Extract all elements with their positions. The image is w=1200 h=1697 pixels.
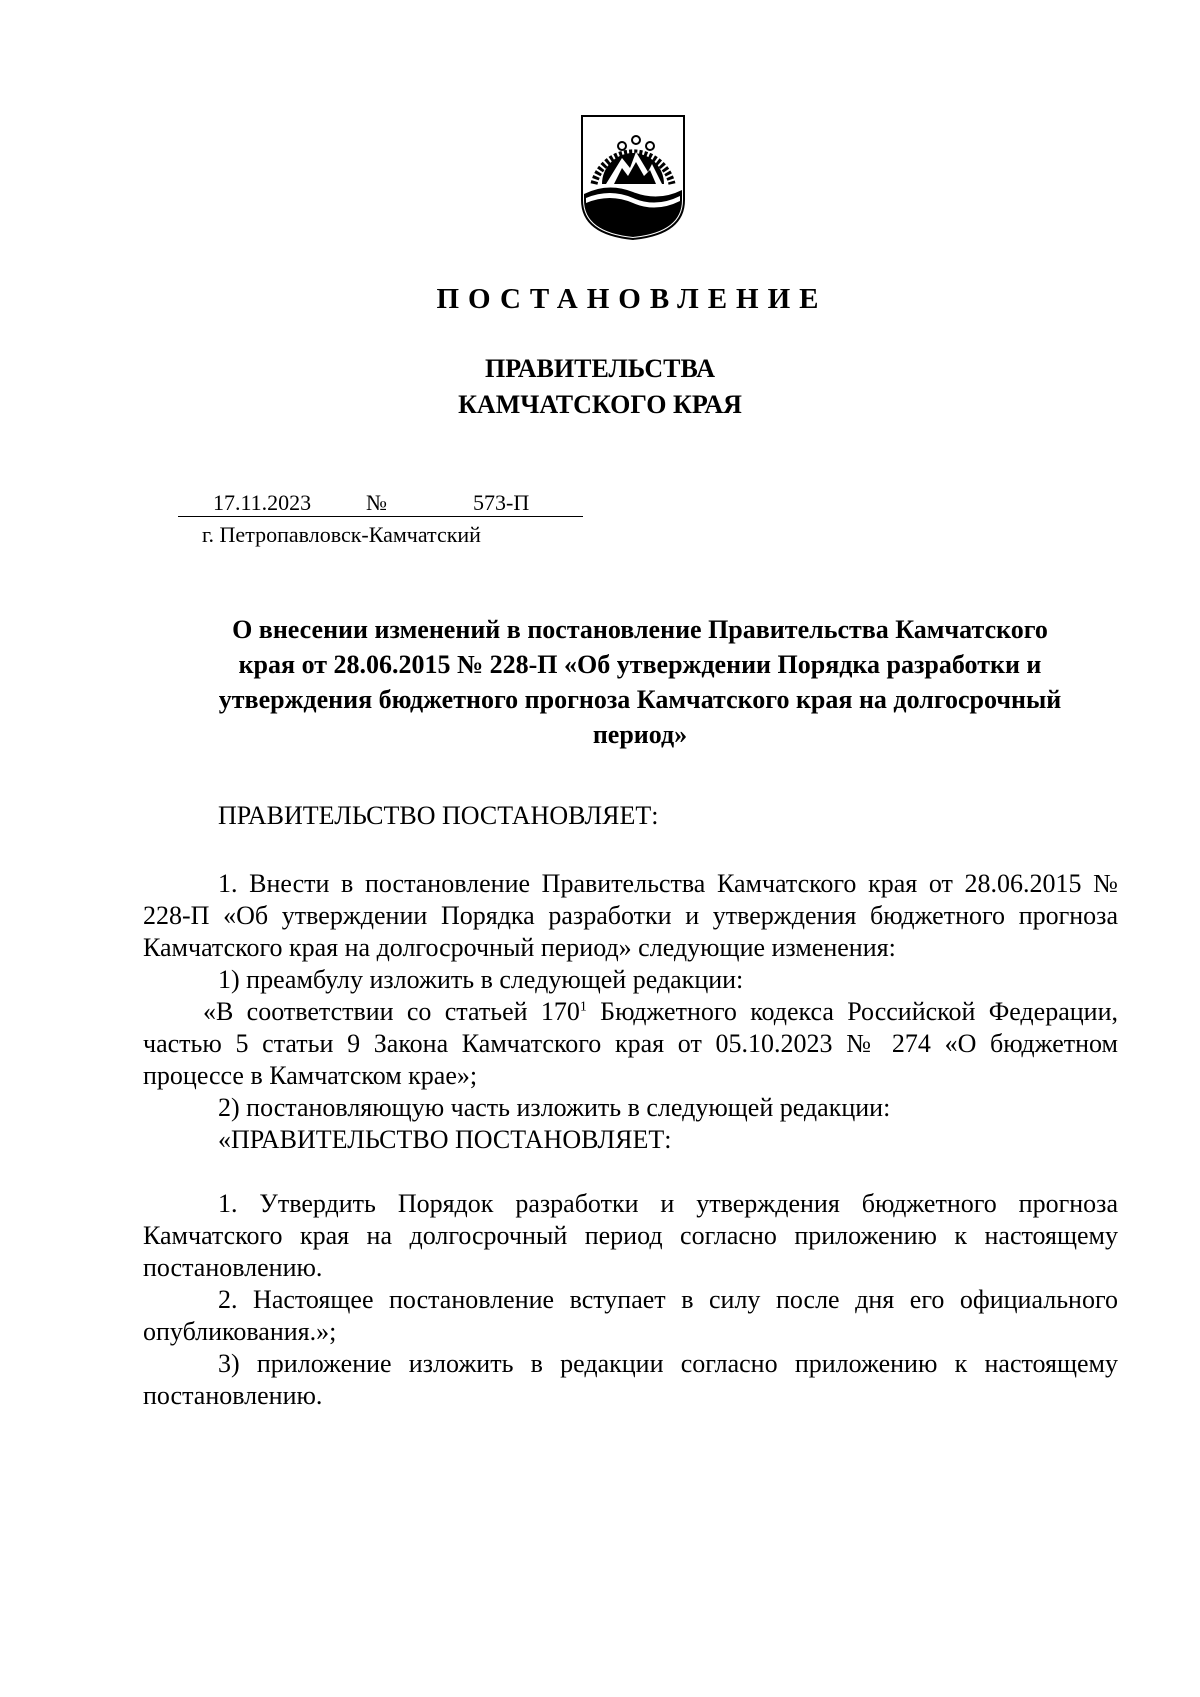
city: г. Петропавловск-Камчатский	[202, 522, 481, 547]
paragraph-8: 3) приложение изложить в редакции согласно приложению к настоящему постановлению.	[143, 1349, 1118, 1410]
paragraph-7: 2. Настоящее постановление вступает в силу после дня его официального опубликования.»;	[143, 1285, 1118, 1346]
kamchatka-coat-of-arms-icon	[578, 112, 688, 242]
document-title	[160, 612, 1120, 752]
title-line-2: края от 28.06.2015 № 228-П «Об утверждении Порядка разработки и	[238, 650, 1042, 679]
document-type: ПОСТАНОВЛЕНИЕ	[436, 283, 828, 315]
decree-heading: ПРАВИТЕЛЬСТВО ПОСТАНОВЛЯЕТ:	[218, 801, 659, 830]
issuer	[0, 351, 1200, 423]
superscript: 1	[579, 999, 587, 1015]
paragraph-1: 1. Внести в постановление Правительства Камчатского края от 28.06.2015 № 228-П «Об утверждении Порядка разработки и утверждения бюджетного прогноза Камчатского края на долгосрочный период» следующие изменения:	[143, 869, 1118, 962]
document-date: 17.11.2023	[213, 490, 312, 515]
registration-line	[178, 490, 583, 517]
document-number: 573-П	[473, 490, 530, 515]
document-body	[143, 868, 1118, 1412]
title-line-1: О внесении изменений в постановление Правительства Камчатского	[232, 615, 1048, 644]
paragraph-2: 1) преамбулу изложить в следующей редакции:	[218, 965, 744, 994]
paragraph-3-end: Бюджетного кодекса Российской Федерации, частью 5 статьи 9 Закона Камчатского края от 05.10.2023 № 274 «О бюджетном процессе в Камчатском крае»;	[143, 997, 1118, 1090]
title-line-4: период»	[592, 720, 688, 749]
paragraph-6: 1. Утвердить Порядок разработки и утверждения бюджетного прогноза Камчатского края на долгосрочный период согласно приложению к настоящему постановлению.	[143, 1189, 1118, 1282]
paragraph-3-start: «В соответствии со статьей 170	[203, 997, 580, 1026]
paragraph-3	[143, 996, 1118, 1092]
issuer-line-2: КАМЧАТСКОГО КРАЯ	[458, 390, 742, 419]
issuer-line-1: ПРАВИТЕЛЬСТВА	[485, 354, 715, 383]
paragraph-4: 2) постановляющую часть изложить в следующей редакции:	[218, 1093, 891, 1122]
number-sign: №	[366, 490, 387, 515]
paragraph-5: «ПРАВИТЕЛЬСТВО ПОСТАНОВЛЯЕТ:	[218, 1125, 672, 1154]
title-line-3: утверждения бюджетного прогноза Камчатского края на долгосрочный	[218, 685, 1062, 714]
